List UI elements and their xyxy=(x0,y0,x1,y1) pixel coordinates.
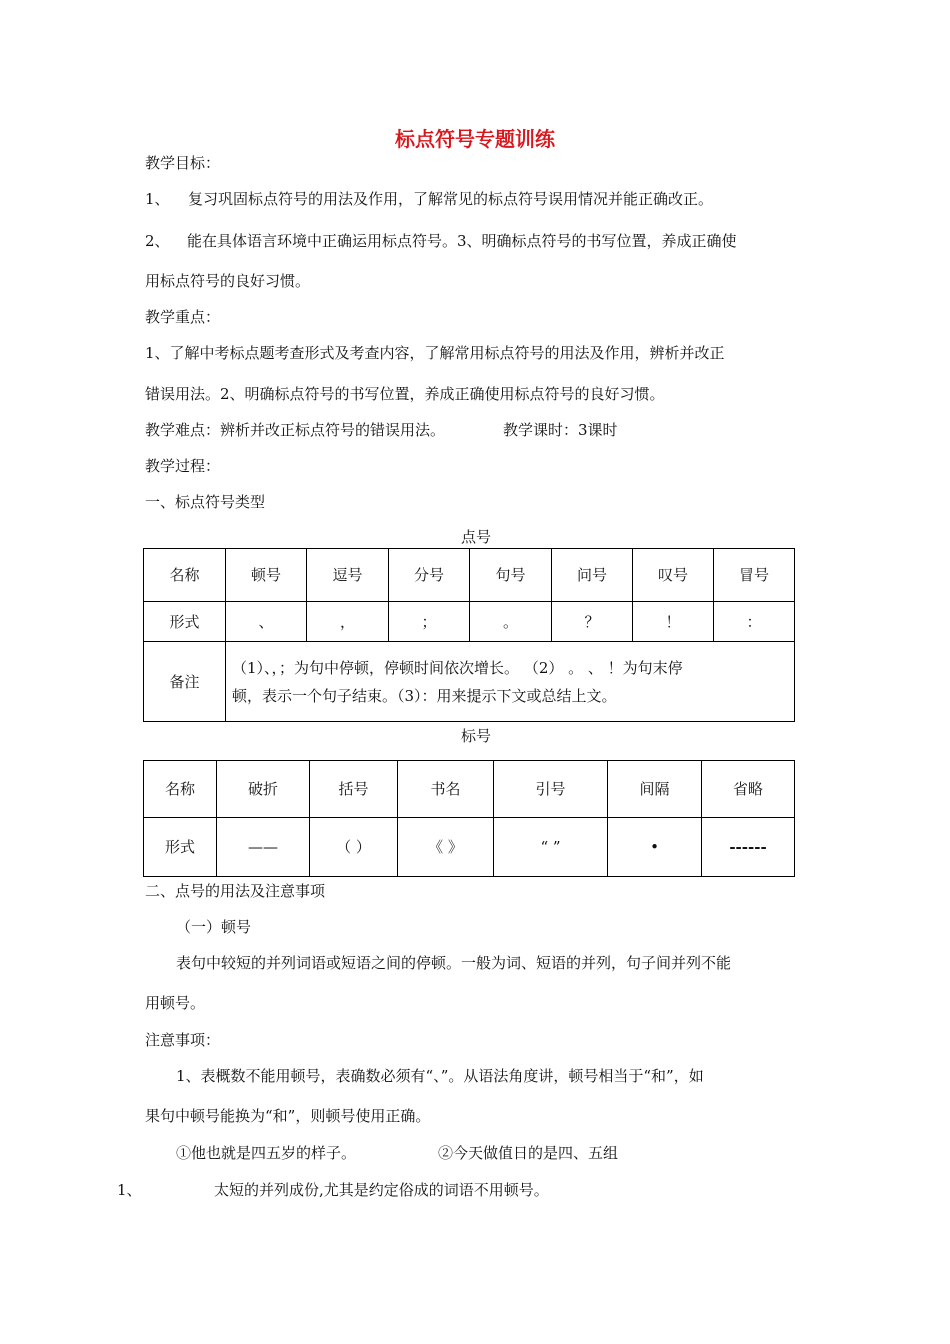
biaohao-form-row xyxy=(144,818,795,877)
table-cell: ------ xyxy=(702,818,795,877)
table-cell: ！ xyxy=(633,602,714,642)
example-2: ②今天做值日的是四、五组 xyxy=(438,1144,619,1162)
table-cell: 名称 xyxy=(144,549,226,602)
table-cell: 冒号 xyxy=(714,549,795,602)
objectives-heading: 教学目标： xyxy=(145,154,221,172)
objective-2-number: 2、 xyxy=(145,232,170,250)
section2-heading: 二、点号的用法及注意事项 xyxy=(145,882,326,900)
objective-1-number: 1、 xyxy=(145,190,170,208)
subsection-dunhao: （一）顿号 xyxy=(176,918,252,936)
table-cell: 名称 xyxy=(144,761,217,818)
dianhao-form-row xyxy=(144,602,795,642)
table-cell: 。 xyxy=(470,602,552,642)
objective-1-text: 复习巩固标点符号的用法及作用，了解常见的标点符号误用情况并能正确改正。 xyxy=(188,190,714,208)
note-line2: 顿，表示一个句子结束。（3）：用来提示下文或总结上文。 xyxy=(232,687,617,705)
table-cell: ； xyxy=(389,602,470,642)
table-cell: 分号 xyxy=(389,549,470,602)
section1-heading: 一、标点符号类型 xyxy=(145,493,266,511)
note-label: 备注 xyxy=(144,642,226,722)
table-cell: 问号 xyxy=(552,549,633,602)
table-cell: 顿号 xyxy=(226,549,307,602)
example-1: ①他也就是四五岁的样子。 xyxy=(176,1144,357,1162)
key-points-heading: 教学重点： xyxy=(145,308,221,326)
table-cell: 《 》 xyxy=(398,818,494,877)
table-cell: • xyxy=(608,818,702,877)
table-cell: 书名 xyxy=(398,761,494,818)
table-cell: —— xyxy=(217,818,310,877)
dianhao-table xyxy=(143,548,795,722)
dianhao-note-row xyxy=(144,642,795,722)
table-cell: ， xyxy=(307,602,389,642)
difficulty-text: 教学难点：辨析并改正标点符号的错误用法。 xyxy=(145,421,446,439)
page-title: 标点符号专题训练 xyxy=(395,127,555,151)
table-cell: 引号 xyxy=(494,761,608,818)
biaohao-table xyxy=(143,760,795,877)
table-cell: ： xyxy=(714,602,795,642)
table-cell: 形式 xyxy=(144,818,217,877)
table-cell: 破折 xyxy=(217,761,310,818)
final-item-number: 1、 xyxy=(117,1181,142,1199)
note-text xyxy=(226,642,795,722)
table-cell: （ ） xyxy=(310,818,398,877)
dunhao-desc-line1: 表句中较短的并列词语或短语之间的停顿。一般为词、短语的并列，句子间并列不能 xyxy=(176,954,732,972)
table-cell: “ ” xyxy=(494,818,608,877)
notes-heading: 注意事项： xyxy=(145,1031,221,1049)
biaohao-caption: 标号 xyxy=(460,727,491,745)
objective-2-text-line2: 用标点符号的良好习惯。 xyxy=(145,272,311,290)
note-line1: （1）、，；为句中停顿，停顿时间依次增长。 （2） 。 、 ！为句末停 xyxy=(232,659,683,677)
biaohao-header-row xyxy=(144,761,795,818)
key-points-line1: 1、了解中考标点题考查形式及考查内容，了解常用标点符号的用法及作用，辨析并改正 xyxy=(145,344,725,362)
dianhao-caption: 点号 xyxy=(460,528,491,546)
table-cell: 形式 xyxy=(144,602,226,642)
table-cell: 省略 xyxy=(702,761,795,818)
table-cell: 括号 xyxy=(310,761,398,818)
note1-line1: 1、表概数不能用顿号，表确数必须有“、”。从语法角度讲，顿号相当于“和”，如 xyxy=(176,1067,704,1085)
dunhao-desc-line2: 用顿号。 xyxy=(145,994,206,1012)
table-cell: 叹号 xyxy=(633,549,714,602)
table-cell: 间隔 xyxy=(608,761,702,818)
objective-2-text-line1: 能在具体语言环境中正确运用标点符号。3、明确标点符号的书写位置，养成正确使 xyxy=(187,232,737,250)
key-points-line2: 错误用法。2、明确标点符号的书写位置，养成正确使用标点符号的良好习惯。 xyxy=(145,385,665,403)
table-cell: 句号 xyxy=(470,549,552,602)
final-item-text: 太短的并列成份,尤其是约定俗成的词语不用顿号。 xyxy=(214,1181,549,1199)
process-heading: 教学过程： xyxy=(145,457,221,475)
note1-line2: 果句中顿号能换为“和”，则顿号使用正确。 xyxy=(145,1107,431,1125)
class-hours: 教学课时：3课时 xyxy=(503,421,618,439)
table-cell: 、 xyxy=(226,602,307,642)
table-cell: ？ xyxy=(552,602,633,642)
dianhao-header-row xyxy=(144,549,795,602)
table-cell: 逗号 xyxy=(307,549,389,602)
